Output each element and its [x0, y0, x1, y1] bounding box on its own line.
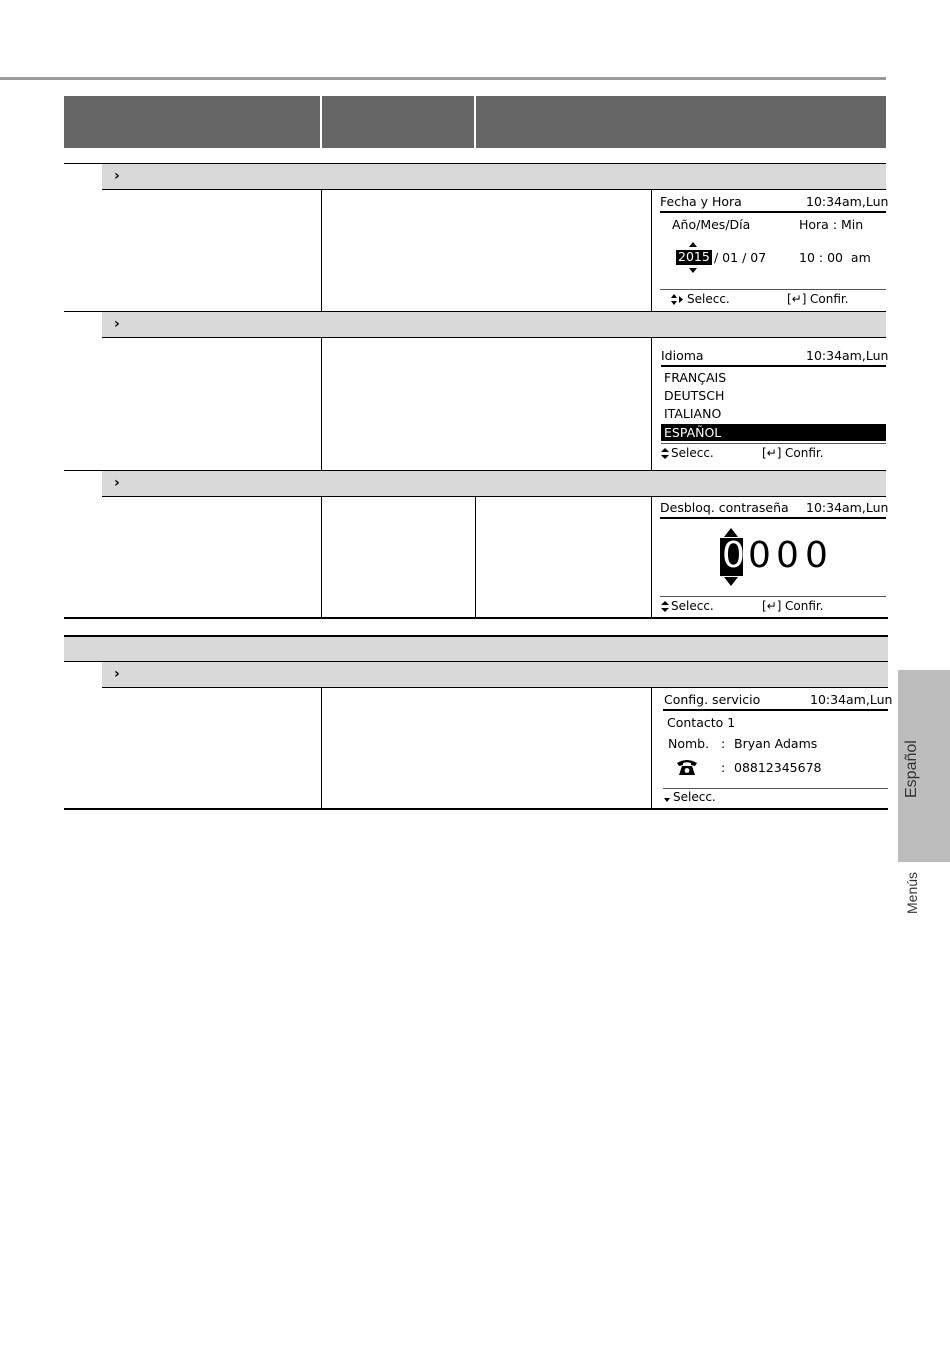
side-tab-chapter-label: Menús	[904, 871, 920, 914]
name-value: Bryan Adams	[734, 736, 818, 751]
chevron-right-icon: ›	[114, 168, 120, 184]
column-divider	[321, 688, 322, 808]
table-header-cell-1	[64, 96, 320, 148]
row-divider	[102, 337, 886, 338]
screen-title: Idioma	[661, 348, 704, 363]
footer-confirm-label: Confir.	[785, 599, 824, 613]
phone-value: 08812345678	[734, 760, 822, 775]
password-digit: 0	[776, 535, 799, 576]
screen-footer-rule	[663, 788, 888, 789]
telephone-icon	[676, 758, 698, 776]
chevron-right-icon: ›	[114, 666, 120, 682]
side-tab-section-label: Español	[903, 740, 920, 798]
arrow-down-icon	[664, 798, 670, 802]
screen-clock: 10:34am,Lun	[806, 348, 889, 363]
table-header-cell-3	[476, 96, 886, 148]
screen-title: Fecha y Hora	[660, 194, 742, 209]
screen-footer-rule	[660, 289, 886, 290]
screen-title-rule	[660, 211, 886, 213]
footer-confirm-label: Confir.	[810, 292, 849, 306]
footer-select-label: Selecc.	[671, 599, 714, 613]
column-divider	[651, 688, 652, 808]
column-divider	[321, 338, 322, 471]
screen-title-rule	[660, 517, 886, 519]
time-column-label: Hora : Min	[799, 217, 864, 232]
screen-title: Config. servicio	[664, 692, 761, 707]
phone-separator: :	[721, 760, 726, 775]
header-rule	[0, 77, 886, 80]
up-down-arrows-icon	[660, 446, 670, 460]
column-divider	[321, 497, 322, 617]
enter-key-icon: [↵]	[762, 599, 782, 613]
footer-select-label: Selecc.	[671, 446, 714, 460]
enter-key-icon: [↵]	[787, 292, 807, 306]
password-digit: 0	[748, 535, 771, 576]
row-divider	[102, 496, 886, 497]
footer-confirm-label: Confir.	[785, 446, 824, 460]
arrow-down-icon	[689, 268, 697, 273]
time-value: 10 : 00 am	[799, 250, 871, 265]
language-option: DEUTSCH	[664, 388, 725, 403]
year-field: 2015	[678, 249, 710, 264]
footer-select-label: Selecc.	[673, 790, 716, 804]
row-divider	[102, 687, 888, 688]
screen-footer-rule	[661, 443, 886, 444]
name-separator: :	[721, 736, 726, 751]
menu-path-bar	[102, 312, 886, 337]
chevron-right-icon: ›	[114, 316, 120, 332]
password-digit: 0	[805, 535, 828, 576]
chevron-right-icon: ›	[114, 475, 120, 491]
arrow-down-icon	[724, 577, 738, 586]
date-rest: / 01 / 07	[714, 250, 767, 265]
menu-path-bar	[102, 471, 886, 496]
menu-path-bar	[102, 164, 886, 189]
password-digit: 0	[722, 535, 745, 576]
up-down-arrows-icon	[660, 599, 670, 613]
up-down-arrows-icon	[670, 292, 684, 306]
language-option-selected-label: ESPAÑOL	[664, 425, 722, 440]
row-divider	[102, 189, 886, 190]
name-label: Nomb.	[668, 736, 710, 751]
column-divider	[651, 190, 652, 311]
screen-title-rule	[661, 365, 886, 367]
screen-title: Desbloq. contraseña	[660, 500, 789, 515]
arrow-up-icon	[689, 242, 697, 247]
screen-footer-rule	[660, 596, 886, 597]
table-bottom-rule	[64, 808, 888, 810]
table-header-cell-2	[322, 96, 474, 148]
screen-clock: 10:34am,Lun	[806, 194, 889, 209]
contact-label: Contacto 1	[667, 715, 736, 730]
menu-path-bar	[102, 662, 888, 687]
section-end-rule	[64, 617, 888, 619]
footer-select-label: Selecc.	[687, 292, 730, 306]
category-bar	[64, 637, 888, 661]
language-option: FRANÇAIS	[664, 370, 727, 385]
screen-title-rule	[663, 709, 888, 711]
screen-clock: 10:34am,Lun	[806, 500, 889, 515]
column-divider	[321, 190, 322, 311]
date-column-label: Año/Mes/Día	[672, 217, 751, 232]
language-option: ITALIANO	[664, 406, 722, 421]
column-divider	[651, 497, 652, 617]
enter-key-icon: [↵]	[762, 446, 782, 460]
column-divider	[475, 497, 476, 617]
column-divider	[651, 338, 652, 471]
screen-clock: 10:34am,Lun	[810, 692, 893, 707]
